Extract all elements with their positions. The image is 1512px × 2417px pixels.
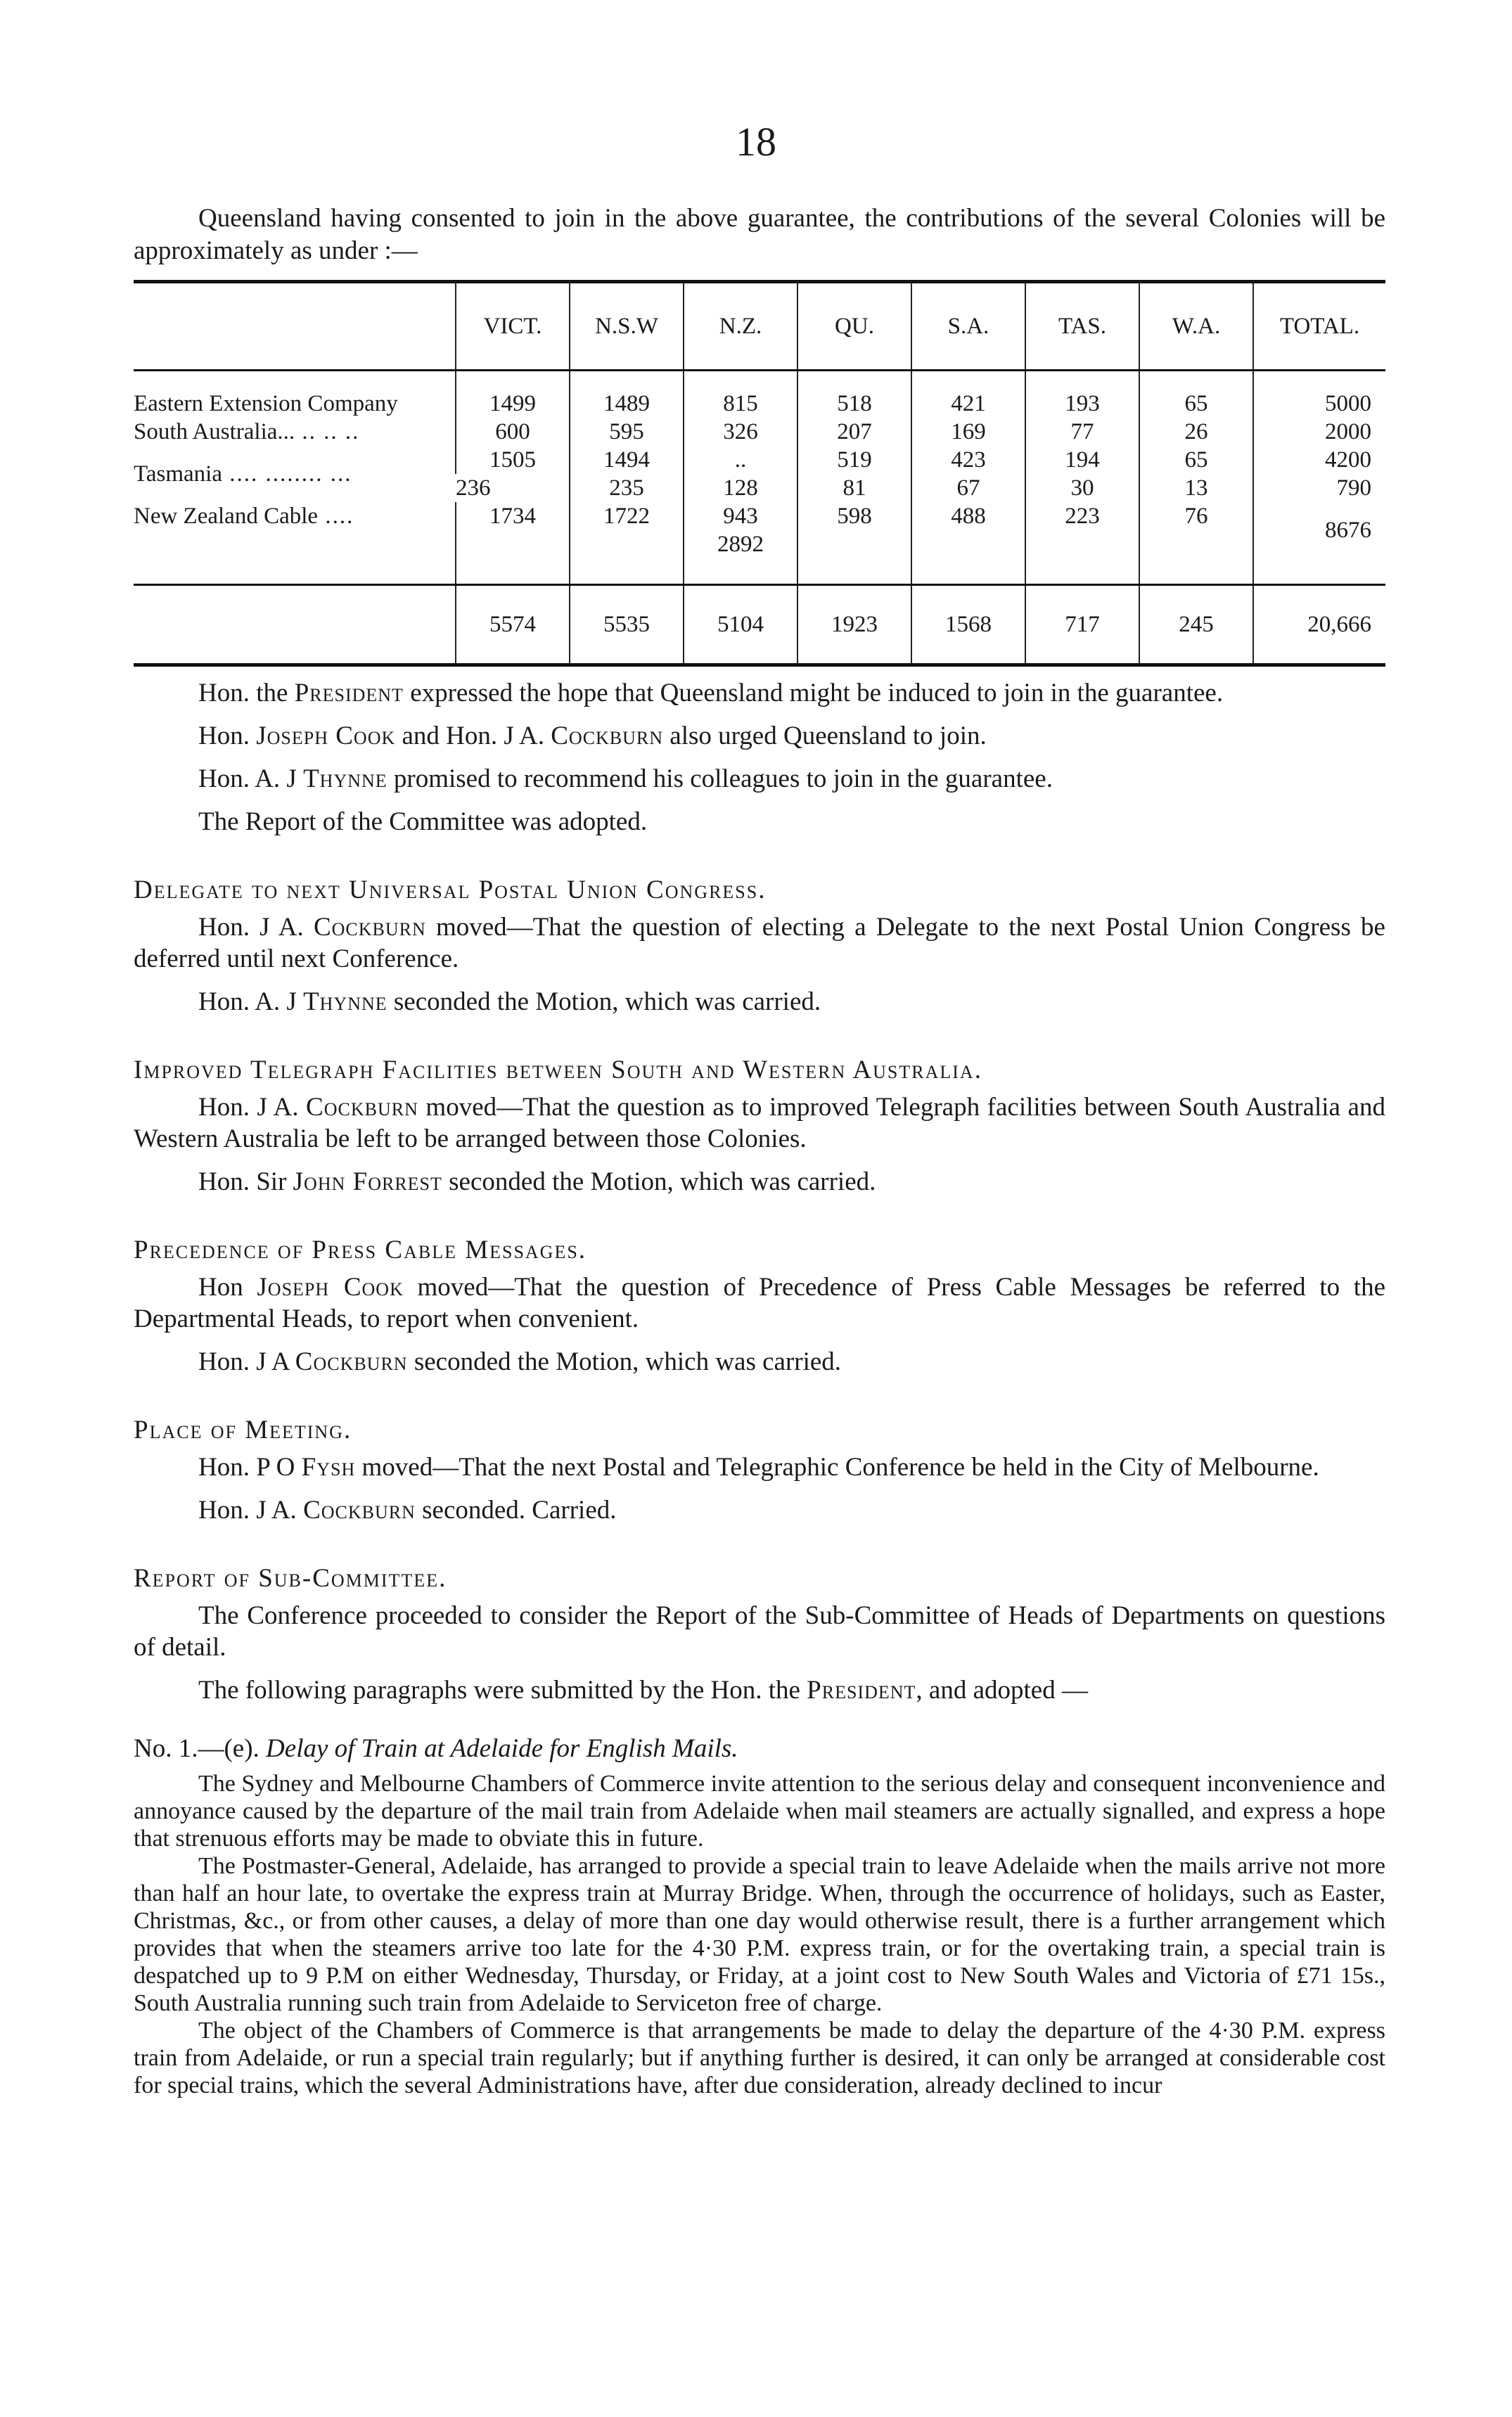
table-cell: 26 — [1139, 418, 1253, 446]
table-header-row — [134, 282, 1385, 371]
paragraph: Hon. the President expressed the hope that Queensland might be induced to join in the guarantee. — [198, 679, 1224, 707]
paragraph: The object of the Chambers of Commerce is that arrangements be made to delay the departure of the 4·30 P.M. express train from Adelaide, or run a special train regularly; but if anything further is desired, it can only be arranged at considerable cost for special trains, which the several Administrations have, after due consideration, already declined to incur — [134, 2018, 1385, 2098]
paragraph: The Postmaster-General, Adelaide, has arranged to provide a special train to leave Adelaide when the mails arrive not more than half an hour late, to overtake the express train at Murray Bridge. When, through the occurrence of holidays, such as Easter, Christmas, &c., or from other causes, a delay of more than one day would otherwise result, there is a further arrangement which provides that when the steamers arrive too late for the 4·30 P.M. express train, or for the overtaking train, a special train is despatched up to 9 P.M on either Wednesday, Thursday, or Friday, at a joint cost to New South Wales and Victoria of £71 15s., South Australia running such train from Adelaide to Serviceton free of charge. — [134, 1853, 1385, 2016]
paragraph: The following paragraphs were submitted by the Hon. the President, and adopted — — [198, 1676, 1088, 1705]
section-heading: Improved Telegraph Facilities between South and Western Australia. — [134, 1056, 982, 1084]
table-cell: 77 — [1025, 418, 1139, 446]
item-heading: No. 1.—(e). Delay of Train at Adelaide for English Mails. — [134, 1734, 738, 1763]
table-row — [134, 446, 1385, 474]
table-cell: 65 — [1139, 390, 1253, 418]
page-number: 18 — [736, 119, 776, 165]
total-cell: 1923 — [797, 585, 911, 665]
intro-paragraph: Queensland having consented to join in the above guarantee, the contributions of the several Colonies will be approximately as under :— — [134, 204, 1385, 265]
column-header: QU. — [797, 282, 911, 371]
column-header: S.A. — [911, 282, 1025, 371]
table-cell: 235 — [570, 474, 684, 502]
totals-label — [134, 585, 456, 665]
paragraph: Hon. J A. Cockburn seconded. Carried. — [198, 1496, 617, 1525]
table-cell: 207 — [797, 418, 911, 446]
table-cell: 30 — [1025, 474, 1139, 502]
table-cell: 76 — [1139, 502, 1253, 558]
paragraph: Hon. J A Cockburn seconded the Motion, which was carried. — [198, 1347, 842, 1376]
table-cell: 595 — [570, 418, 684, 446]
paragraph: Hon Joseph Cook moved—That the question of Precedence of Press Cable Messages be referred to the Departmental Heads, to report when convenient. — [134, 1273, 1385, 1333]
total-cell: 717 — [1025, 585, 1139, 665]
table-cell: 519 — [797, 446, 911, 474]
column-header: VICT. — [456, 282, 570, 371]
table-cell: 518 — [797, 390, 911, 418]
table-cell: 943 2892 — [684, 502, 797, 558]
table-cell: .. — [684, 446, 797, 474]
section-heading: Delegate to next Universal Postal Union Congress. — [134, 876, 767, 904]
row-label: South Australia... .. .. .. — [134, 419, 360, 444]
paragraph: The Sydney and Melbourne Chambers of Commerce invite attention to the serious delay and consequent inconvenience and annoyance caused by the departure of the mail train from Adelaide when mail steamers are actually signalled, and express a hope that strenuous efforts may be made to obviate this in future. — [134, 1771, 1385, 1852]
table-cell: 600 — [456, 418, 570, 446]
table-cell: 1494 — [570, 446, 684, 474]
table-row — [134, 502, 1385, 558]
table-cell-total: 790 — [1253, 474, 1385, 502]
total-cell: 5104 — [684, 585, 797, 665]
table-cell: 815 — [684, 390, 797, 418]
table-cell-total: 8676 — [1253, 502, 1385, 558]
paragraph: The Conference proceeded to consider the Report of the Sub-Committee of Heads of Departments on questions of detail. — [134, 1601, 1385, 1662]
table-totals-row — [134, 585, 1385, 665]
minutes-body — [134, 677, 1385, 2099]
table-cell: 169 — [911, 418, 1025, 446]
row-label: New Zealand Cable .... — [134, 504, 354, 529]
table-cell: 1734 — [456, 502, 570, 558]
paragraph: Hon. Sir John Forrest seconded the Motion, which was carried. — [198, 1167, 876, 1196]
section-heading: Precedence of Press Cable Messages. — [134, 1236, 587, 1264]
column-header: N.Z. — [684, 282, 797, 371]
table-cell: 81 — [797, 474, 911, 502]
section-heading: Place of Meeting. — [134, 1416, 352, 1444]
paragraph: Hon. J A. Cockburn moved—That the question as to improved Telegraph facilities between South Australia and Western Australia be left to be arranged between those Colonies. — [134, 1093, 1385, 1153]
column-header: TAS. — [1025, 282, 1139, 371]
table-row — [134, 418, 1385, 446]
table-cell: 223 — [1025, 502, 1139, 558]
contributions-table — [134, 280, 1385, 667]
table-cell-total: 2000 — [1253, 418, 1385, 446]
table-cell: 326 — [684, 418, 797, 446]
paragraph: Hon. P O Fysh moved—That the next Postal and Telegraphic Conference be held in the City of Melbourne. — [198, 1453, 1319, 1482]
grand-total-cell: 20,666 — [1253, 585, 1385, 665]
table-cell: 1489 — [570, 390, 684, 418]
total-cell: 1568 — [911, 585, 1025, 665]
table-cell: 236 — [456, 475, 491, 501]
table-cell: 67 — [911, 474, 1025, 502]
table-cell: 423 — [911, 446, 1025, 474]
table-cell-total: 5000 — [1253, 390, 1385, 418]
paragraph: The Report of the Committee was adopted. — [198, 807, 648, 836]
table-cell: 65 — [1139, 446, 1253, 474]
row-label: Tasmania .... ........ ... — [134, 461, 352, 487]
total-cell: 245 — [1139, 585, 1253, 665]
table-cell-total: 4200 — [1253, 446, 1385, 474]
table-row — [134, 390, 1385, 418]
table-cell: 598 — [797, 502, 911, 558]
column-header: W.A. — [1139, 282, 1253, 371]
paragraph: Hon. A. J Thynne seconded the Motion, which was carried. — [198, 987, 821, 1016]
paragraph: Hon. Joseph Cook and Hon. J A. Cockburn also urged Queensland to join. — [198, 722, 987, 750]
row-label: Eastern Extension Company — [134, 391, 398, 416]
table-cell: 1505 — [456, 446, 570, 474]
section-heading: Report of Sub-Committee. — [134, 1564, 447, 1593]
header-blank — [134, 282, 456, 371]
table-cell: 421 — [911, 390, 1025, 418]
table-cell: 128 — [684, 474, 797, 502]
column-header: N.S.W — [570, 282, 684, 371]
table-cell: 193 — [1025, 390, 1139, 418]
table-cell: 13 — [1139, 474, 1253, 502]
paragraph: Hon. A. J Thynne promised to recommend his colleagues to join in the guarantee. — [198, 764, 1053, 793]
column-header: TOTAL. — [1253, 282, 1385, 371]
table-cell: 194 — [1025, 446, 1139, 474]
table-cell: 1499 — [456, 390, 570, 418]
paragraph: Hon. J A. Cockburn moved—That the question of electing a Delegate to the next Postal Union Congress be deferred until next Conference. — [134, 913, 1385, 973]
table-cell: 1722 — [570, 502, 684, 558]
total-cell: 5574 — [456, 585, 570, 665]
total-cell: 5535 — [570, 585, 684, 665]
table-cell: 488 — [911, 502, 1025, 558]
